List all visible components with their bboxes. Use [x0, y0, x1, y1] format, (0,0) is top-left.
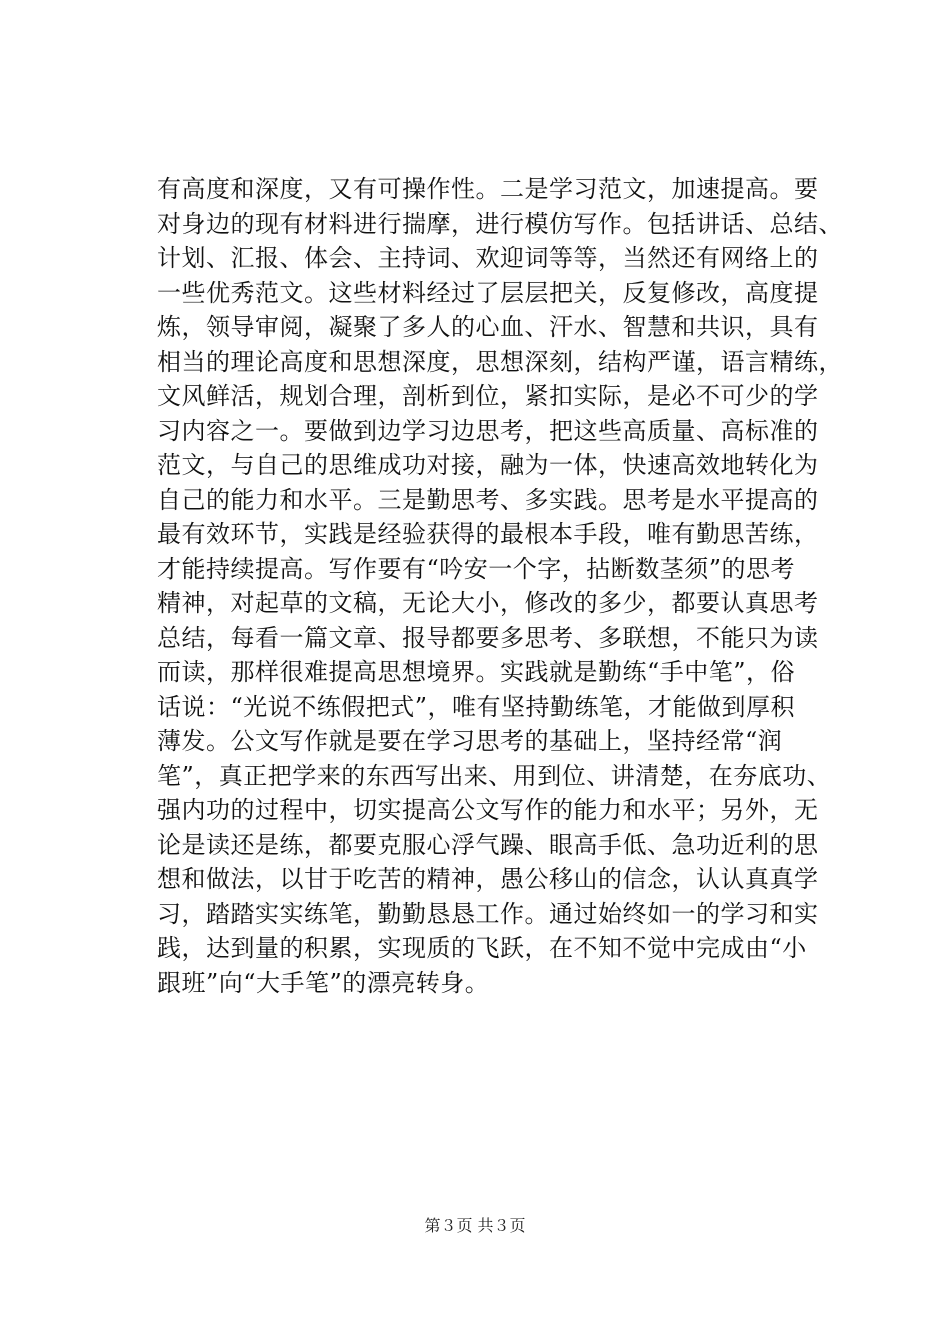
- text-line: 最有效环节，实践是经验获得的最根本手段，唯有勤思苦练，: [157, 520, 819, 548]
- text-line: 文风鲜活，规划合理，剖析到位，紧扣实际，是必不可少的学: [157, 382, 819, 410]
- text-line: 习，踏踏实实练笔，勤勤恳恳工作。通过始终如一的学习和实: [157, 899, 819, 928]
- text-line: 话说：“光说不练假把式”，唯有坚持勤练笔，才能做到厚积: [157, 692, 796, 721]
- text-line: 才能持续提高。写作要有“吟安一个字，拈断数茎须”的思考: [157, 554, 796, 583]
- text-line: 一些优秀范文。这些材料经过了层层把关，反复修改，高度提: [157, 278, 819, 307]
- text-line: 精神，对起草的文稿，无论大小，修改的多少，都要认真思考: [157, 589, 819, 617]
- text-line: 总结，每看一篇文章、报导都要多思考、多联想，不能只为读: [157, 623, 819, 652]
- text-line: 习内容之一。要做到边学习边思考，把这些高质量、高标准的: [157, 416, 819, 445]
- text-line: 强内功的过程中，切实提高公文写作的能力和水平；另外，无: [157, 796, 819, 824]
- text-line: 跟班”向“大手笔”的漂亮转身。: [157, 968, 490, 997]
- text-line: 自己的能力和水平。三是勤思考、多实践。思考是水平提高的: [157, 485, 819, 514]
- text-line: 笔”，真正把学来的东西写出来、用到位、讲清楚，在夯底功、: [157, 761, 832, 790]
- text-line: 践，达到量的积累，实现质的飞跃，在不知不觉中完成由“小: [157, 934, 807, 962]
- text-line: 论是读还是练，都要克服心浮气躁、眼高手低、急功近利的思: [157, 830, 819, 859]
- text-line: 相当的理论高度和思想深度，思想深刻，结构严谨，语言精练，: [157, 347, 843, 376]
- text-line: 薄发。公文写作就是要在学习思考的基础上，坚持经常“润: [157, 727, 783, 755]
- text-line: 炼，领导审阅，凝聚了多人的心血、汗水、智慧和共识，具有: [157, 313, 819, 341]
- text-line: 有高度和深度，又有可操作性。二是学习范文，加速提高。要: [157, 175, 819, 203]
- page-footer: [0, 1216, 950, 1236]
- text-line: 对身边的现有材料进行揣摩，进行模仿写作。包括讲话、总结、: [157, 209, 843, 238]
- text-line: 范文，与自己的思维成功对接，融为一体，快速高效地转化为: [157, 451, 819, 479]
- page-number: 第３页 共３页: [424, 1216, 526, 1235]
- text-line: 计划、汇报、体会、主持词、欢迎词等等，当然还有网络上的: [157, 244, 819, 272]
- body-text: [157, 172, 857, 1000]
- text-line: 想和做法，以甘于吃苦的精神，愚公移山的信念，认认真真学: [157, 865, 819, 893]
- text-line: 而读，那样很难提高思想境界。实践就是勤练“手中笔”，俗: [157, 658, 796, 686]
